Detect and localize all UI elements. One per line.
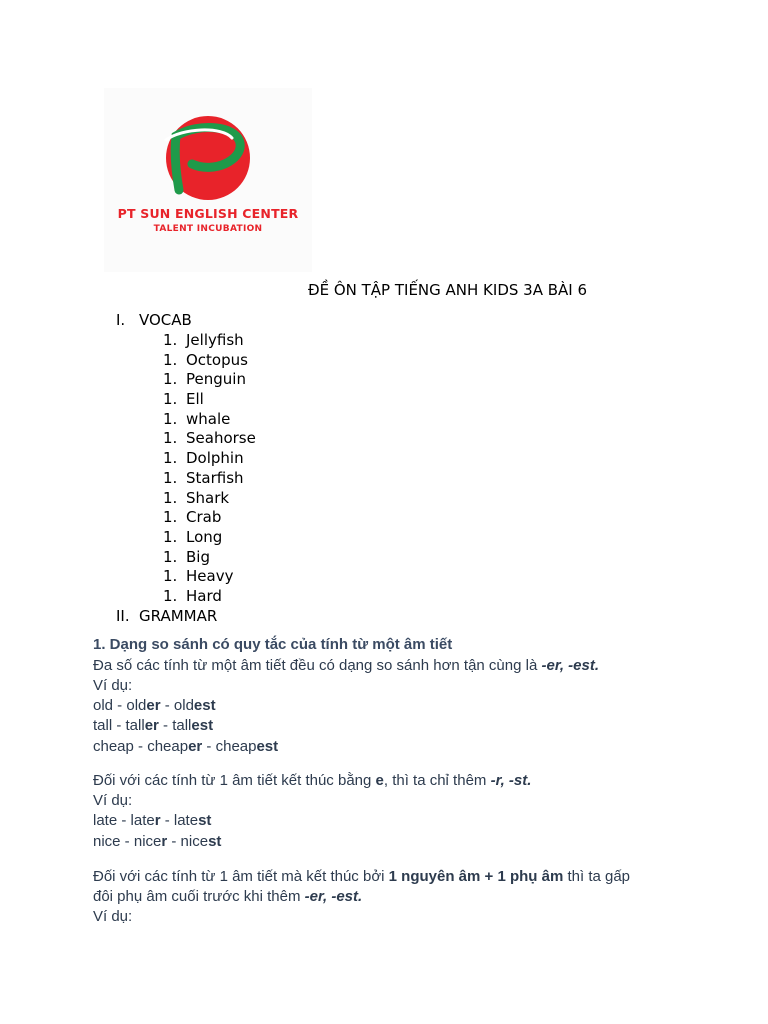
example-label: Ví dụ: bbox=[93, 792, 133, 809]
vocab-word: Shark bbox=[186, 488, 230, 507]
list-number: 1. bbox=[163, 350, 178, 369]
example-line: nice - nicer - nicest bbox=[93, 833, 222, 850]
vocab-word: Ell bbox=[186, 390, 204, 409]
grammar-rule-3: Đối với các tính từ 1 âm tiết mà kết thúc bởi 1 nguyên âm + 1 phụ âm thì ta gấp bbox=[93, 868, 631, 885]
vocab-word: Dolphin bbox=[186, 449, 244, 468]
list-number: 1. bbox=[163, 370, 178, 389]
list-number: 1. bbox=[163, 409, 178, 428]
grammar-rule-3-cont: đôi phụ âm cuối trước khi thêm -er, -est. bbox=[93, 888, 363, 905]
vocab-word: Jellyfish bbox=[186, 331, 244, 349]
vocab-word: whale bbox=[186, 409, 231, 428]
logo-tagline: TALENT INCUBATION bbox=[153, 224, 263, 234]
grammar-heading: 1. Dạng so sánh có quy tắc của tính từ một âm tiết bbox=[93, 636, 453, 653]
vocab-word: Heavy bbox=[186, 567, 234, 586]
section-number: I. bbox=[116, 311, 126, 329]
vocab-word: Octopus bbox=[186, 350, 248, 369]
rule-suffix: -er, -est. bbox=[541, 657, 600, 674]
example-line: tall - taller - tallest bbox=[93, 717, 214, 734]
list-number: 1. bbox=[163, 547, 178, 566]
vocab-word: Big bbox=[186, 547, 210, 566]
example-line: old - older - oldest bbox=[93, 697, 216, 714]
example-line: late - later - latest bbox=[93, 812, 212, 829]
vocab-word: Starfish bbox=[186, 468, 244, 487]
logo bbox=[104, 88, 312, 272]
section-number: II. bbox=[116, 607, 130, 625]
vocab-word: Long bbox=[186, 527, 223, 546]
example-label: Ví dụ: bbox=[93, 677, 133, 694]
vocab-word: Crab bbox=[186, 508, 222, 527]
list-number: 1. bbox=[163, 449, 178, 468]
list-number: 1. bbox=[163, 429, 178, 448]
logo-brand-text: PT SUN ENGLISH CENTER bbox=[117, 206, 299, 221]
rule-text: Đa số các tính từ một âm tiết đều có dạng so sánh hơn tận cùng là bbox=[93, 657, 542, 674]
pt-sun-logo-graphic bbox=[104, 88, 312, 272]
vocab-word: Seahorse bbox=[186, 429, 256, 448]
grammar-rule-1 bbox=[93, 656, 599, 676]
grammar-rule-2: Đối với các tính từ 1 âm tiết kết thúc bằng e, thì ta chỉ thêm -r, -st. bbox=[93, 772, 532, 789]
vocab-word: Hard bbox=[186, 586, 222, 605]
list-number: 1. bbox=[163, 508, 178, 527]
list-number: 1. bbox=[163, 527, 178, 546]
list-number: 1. bbox=[163, 331, 178, 349]
example-line: cheap - cheaper - cheapest bbox=[93, 738, 279, 755]
list-number: 1. bbox=[163, 468, 178, 487]
list-number: 1. bbox=[163, 586, 178, 605]
page-title: ĐỀ ÔN TẬP TIẾNG ANH KIDS 3A BÀI 6 bbox=[307, 281, 588, 299]
list-number: 1. bbox=[163, 390, 178, 409]
list-number: 1. bbox=[163, 488, 178, 507]
example-label: Ví dụ: bbox=[93, 908, 133, 925]
list-number: 1. bbox=[163, 567, 178, 586]
vocab-word: Penguin bbox=[186, 370, 246, 389]
section-label: VOCAB bbox=[139, 311, 192, 329]
section-label: GRAMMAR bbox=[139, 607, 218, 625]
